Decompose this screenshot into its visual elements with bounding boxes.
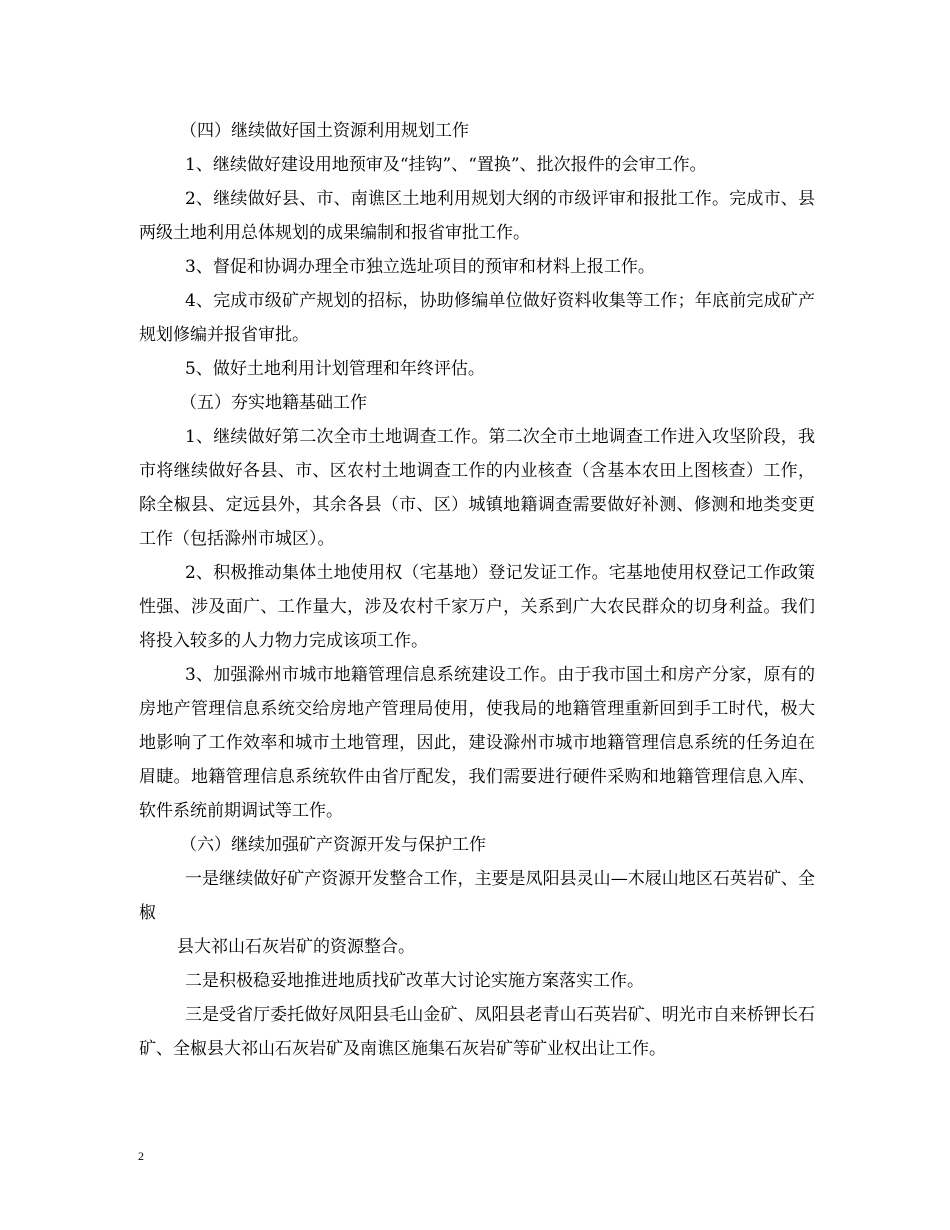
- paragraph-6-1-continued: 县大祁山石灰岩矿的资源整合。: [177, 937, 415, 957]
- paragraph-5-1: 1、继续做好第二次全市土地调查工作。第二次全市土地调查工作进入攻坚阶段，我市将继续做好各县、市、区农村土地调查工作的内业核查（含基本农田上图核查）工作，除全椒县、定远县外，其余各县（市、区）城镇地籍调查需要做好补测、修测和地类变更工作（包括滁州市城区）。: [139, 427, 815, 549]
- paragraph-4-1: 1、继续做好建设用地预审及“挂钩”、“置换”、批次报件的会审工作。: [185, 155, 707, 175]
- paragraph-6-3: 三是受省厅委托做好凤阳县毛山金矿、凤阳县老青山石英岩矿、明光市自来桥钾长石矿、全椒县大祁山石灰岩矿及南谯区施集石灰岩矿等矿业权出让工作。: [139, 1005, 815, 1059]
- paragraph-4-3: 3、督促和协调办理全市独立选址项目的预审和材料上报工作。: [185, 257, 655, 277]
- paragraph-4-4: 4、完成市级矿产规划的招标，协助修编单位做好资料收集等工作；年底前完成矿产规划修编并报省审批。: [139, 291, 815, 345]
- section-heading-4: （四）继续做好国土资源利用规划工作: [180, 121, 469, 141]
- paragraph-4-2: 2、继续做好县、市、南谯区土地利用规划大纲的市级评审和报批工作。完成市、县两级土地利用总体规划的成果编制和报省审批工作。: [139, 189, 815, 243]
- paragraph-6-2: 二是积极稳妥地推进地质找矿改革大讨论实施方案落实工作。: [185, 971, 644, 991]
- page-number: 2: [138, 1149, 144, 1163]
- paragraph-6-1: 一是继续做好矿产资源开发整合工作，主要是凤阳县灵山—木屐山地区石英岩矿、全椒: [139, 869, 815, 923]
- paragraph-4-5: 5、做好土地利用计划管理和年终评估。: [185, 359, 485, 379]
- section-heading-6: （六）继续加强矿产资源开发与保护工作: [180, 835, 486, 855]
- paragraph-5-3: 3、加强滁州市城市地籍管理信息系统建设工作。由于我市国土和房产分家，原有的房地产管理信息系统交给房地产管理局使用，使我局的地籍管理重新回到手工时代，极大地影响了工作效率和城市土地管理，因此，建设滁州市城市地籍管理信息系统的任务迫在眉睫。地籍管理信息系统软件由省厅配发，我们需要进行硬件采购和地籍管理信息入库、软件系统前期调试等工作。: [139, 665, 815, 821]
- document-body: [139, 114, 815, 1066]
- paragraph-5-2: 2、积极推动集体土地使用权（宅基地）登记发证工作。宅基地使用权登记工作政策性强、涉及面广、工作量大，涉及农村千家万户，关系到广大农民群众的切身利益。我们将投入较多的人力物力完成该项工作。: [139, 563, 815, 651]
- section-heading-5: （五）夯实地籍基础工作: [180, 393, 367, 413]
